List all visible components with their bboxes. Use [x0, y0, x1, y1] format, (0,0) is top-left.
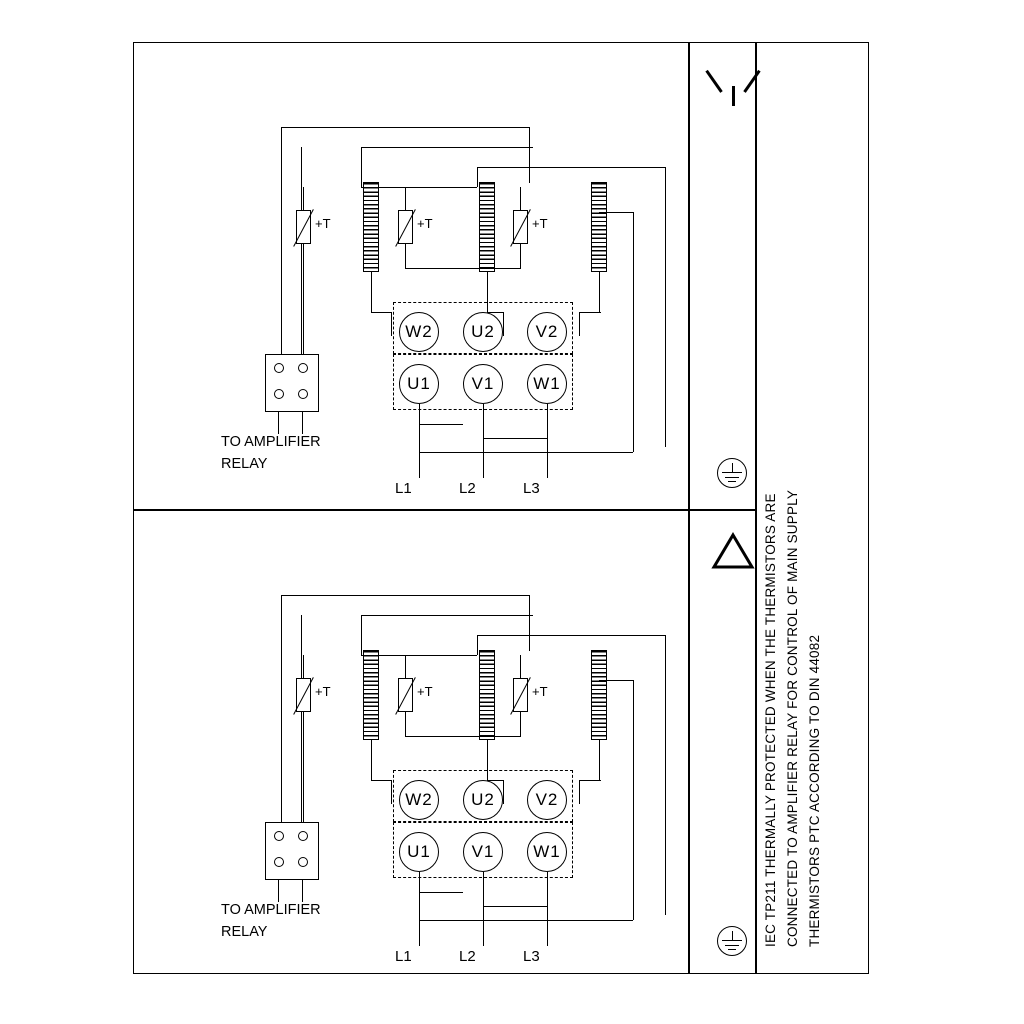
wire — [405, 268, 521, 269]
delta-connection-symbol — [711, 532, 755, 570]
wire — [391, 312, 392, 336]
wire — [483, 872, 484, 946]
wire — [529, 595, 530, 651]
wire — [302, 412, 303, 434]
supply-label-l1: L1 — [395, 948, 412, 965]
wire — [477, 635, 478, 655]
note-column — [756, 42, 869, 974]
terminal-w1[interactable]: W1 — [527, 364, 567, 404]
wire — [371, 740, 372, 780]
supply-label-l2: L2 — [459, 480, 476, 497]
terminal-u2[interactable]: U2 — [463, 312, 503, 352]
amplifier-caption-line2: RELAY — [221, 456, 268, 472]
wire — [405, 187, 406, 211]
supply-label-l2: L2 — [459, 948, 476, 965]
wire — [303, 655, 304, 679]
wire — [405, 712, 406, 736]
thermistor-2 — [398, 210, 413, 244]
wire — [419, 872, 420, 946]
wire — [281, 127, 282, 373]
wire — [419, 424, 463, 425]
wire — [278, 412, 279, 434]
wire — [281, 595, 282, 841]
winding-coil-2 — [479, 182, 495, 272]
wire — [599, 212, 633, 213]
wire — [419, 892, 463, 893]
thermistor-3 — [513, 210, 528, 244]
note-line-3: THERMISTORS PTC ACCORDING TO DIN 44082 — [807, 634, 822, 947]
wire — [633, 212, 634, 452]
wiring-panel-delta — [133, 510, 755, 977]
connector-terminal — [274, 363, 284, 373]
connector-terminal — [298, 363, 308, 373]
wire — [520, 187, 521, 211]
wire — [633, 680, 634, 920]
wire — [599, 740, 600, 780]
thermistor-2 — [398, 678, 413, 712]
earth-ground-symbol — [709, 458, 755, 492]
thermistor-label-3: +T — [532, 216, 548, 231]
wire — [301, 147, 302, 373]
wire — [405, 736, 521, 737]
thermistor-1 — [296, 678, 311, 712]
connector-terminal — [298, 831, 308, 841]
connector-terminal — [274, 831, 284, 841]
wire — [361, 147, 362, 187]
wire — [302, 880, 303, 902]
wire — [529, 127, 530, 183]
supply-label-l1: L1 — [395, 480, 412, 497]
wire — [405, 655, 406, 679]
wire — [483, 404, 484, 478]
star-connection-symbol — [711, 64, 755, 108]
wire — [579, 780, 580, 804]
wire — [483, 906, 547, 907]
wire — [301, 615, 302, 841]
wire — [303, 187, 304, 211]
winding-coil-3 — [591, 650, 607, 740]
wiring-panel-star — [133, 42, 755, 509]
connector-terminal — [274, 389, 284, 399]
terminal-v2[interactable]: V2 — [527, 312, 567, 352]
wire — [520, 244, 521, 268]
wire — [371, 312, 391, 313]
terminal-u1[interactable]: U1 — [399, 832, 439, 872]
winding-coil-1 — [363, 650, 379, 740]
wire — [599, 680, 633, 681]
winding-coil-3 — [591, 182, 607, 272]
wire — [391, 780, 392, 804]
terminal-w1[interactable]: W1 — [527, 832, 567, 872]
thermistor-label-2: +T — [417, 216, 433, 231]
wire — [419, 404, 420, 478]
terminal-w2[interactable]: W2 — [399, 780, 439, 820]
wire — [520, 712, 521, 736]
wire — [281, 127, 529, 128]
wire — [477, 167, 665, 168]
note-line-2: CONNECTED TO AMPLIFIER RELAY FOR CONTROL OF MAIN SUPPLY — [785, 489, 800, 947]
thermistor-label-3: +T — [532, 684, 548, 699]
terminal-u1[interactable]: U1 — [399, 364, 439, 404]
supply-label-l3: L3 — [523, 480, 540, 497]
wire — [281, 595, 529, 596]
wire — [371, 272, 372, 312]
wire — [579, 312, 601, 313]
terminal-v1[interactable]: V1 — [463, 832, 503, 872]
note-line-1: IEC TP211 THERMALLY PROTECTED WHEN THE THERMISTORS ARE — [763, 493, 778, 947]
wire — [371, 780, 391, 781]
terminal-u2[interactable]: U2 — [463, 780, 503, 820]
wire — [477, 167, 478, 187]
wire — [361, 615, 533, 616]
wire — [579, 312, 580, 336]
thermistor-label-1: +T — [315, 684, 331, 699]
supply-label-l3: L3 — [523, 948, 540, 965]
connector-terminal — [298, 857, 308, 867]
amplifier-relay-connector — [265, 354, 319, 412]
terminal-w2[interactable]: W2 — [399, 312, 439, 352]
amplifier-caption-line1: TO AMPLIFIER — [221, 434, 321, 450]
wire — [520, 655, 521, 679]
wire — [547, 404, 548, 478]
wire — [361, 147, 533, 148]
amplifier-caption-line1: TO AMPLIFIER — [221, 902, 321, 918]
wire — [278, 880, 279, 902]
wire — [361, 615, 362, 655]
wire — [665, 635, 666, 915]
amplifier-caption-line2: RELAY — [221, 924, 268, 940]
wire — [477, 635, 665, 636]
winding-coil-2 — [479, 650, 495, 740]
wire — [419, 920, 633, 921]
amplifier-relay-connector — [265, 822, 319, 880]
earth-ground-symbol — [709, 926, 755, 960]
thermistor-label-1: +T — [315, 216, 331, 231]
wire — [405, 244, 406, 268]
connector-terminal — [298, 389, 308, 399]
wire — [547, 872, 548, 946]
terminal-v1[interactable]: V1 — [463, 364, 503, 404]
thermistor-1 — [296, 210, 311, 244]
thermistor-3 — [513, 678, 528, 712]
winding-coil-1 — [363, 182, 379, 272]
wire — [599, 272, 600, 312]
terminal-v2[interactable]: V2 — [527, 780, 567, 820]
wire — [419, 452, 633, 453]
wire — [483, 438, 547, 439]
wire — [579, 780, 601, 781]
wire — [665, 167, 666, 447]
thermistor-label-2: +T — [417, 684, 433, 699]
connector-terminal — [274, 857, 284, 867]
